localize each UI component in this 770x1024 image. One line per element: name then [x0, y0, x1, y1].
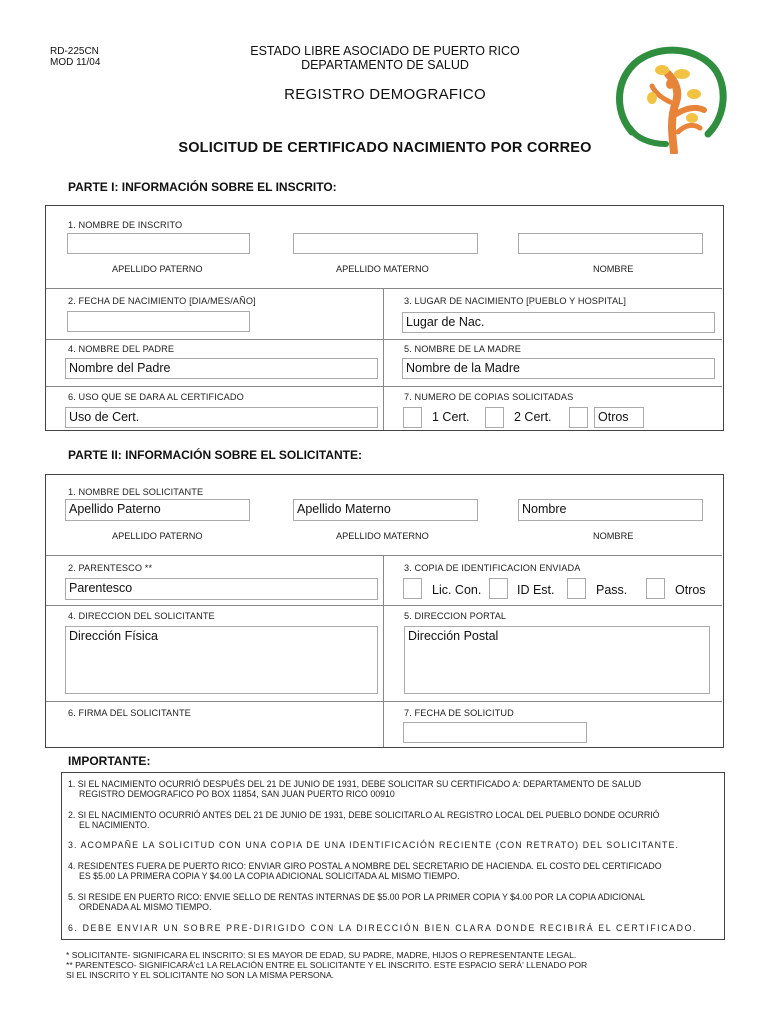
part2-heading: PARTE II: INFORMACIÓN SOBRE EL SOLICITANTE: [68, 448, 362, 462]
inscrito-nombre-sublabel: NOMBRE [593, 264, 634, 274]
id-passport-checkbox[interactable] [567, 578, 586, 599]
note-line: 5. SI RESIDE EN PUERTO RICO: ENVIE SELLO DE RENTAS INTERNAS DE $5.00 POR LA PRIMER COPIA Y $4.00 POR LA COPIA ADICIONAL [68, 892, 646, 902]
use-label: 6. USO QUE SE DARA AL CERTIFICADO [68, 392, 244, 402]
address-label: 4. DIRECCION DEL SOLICITANTE [68, 611, 215, 621]
divider [46, 605, 722, 606]
part2-panel [45, 474, 724, 748]
divider [46, 555, 722, 556]
id-passport-label: Pass. [596, 583, 628, 597]
note-line: REGISTRO DEMOGRAFICO PO BOX 11854, SAN JUAN PUERTO RICO 00910 [79, 789, 395, 799]
part1-panel [45, 205, 724, 431]
id-state-label: ID Est. [517, 583, 555, 597]
id-state-checkbox[interactable] [489, 578, 508, 599]
id-other-checkbox[interactable] [646, 578, 665, 599]
birth-place-input[interactable]: Lugar de Nac. [402, 312, 715, 333]
registry-name: REGISTRO DEMOGRAFICO [284, 86, 486, 103]
solicitante-paterno-sublabel: APELLIDO PATERNO [112, 531, 203, 541]
copies-1-label: 1 Cert. [432, 410, 470, 424]
form-code-number: RD-225CN [50, 46, 99, 57]
solicitante-materno-input[interactable]: Apellido Materno [293, 499, 478, 521]
solicitante-paterno-input[interactable]: Apellido Paterno [65, 499, 250, 521]
request-date-label: 7. FECHA DE SOLICITUD [404, 708, 514, 718]
note-line: ES $5.00 LA PRIMERA COPIA Y $4.00 LA COPIA ADICIONAL SOLICITADA AL MISMO TIEMPO. [79, 871, 460, 881]
copies-label: 7. NUMERO DE COPIAS SOLICITADAS [404, 392, 574, 402]
footnote-line: * SOLICITANTE- SIGNIFICARA EL INSCRITO: SI ES MAYOR DE EDAD, SU PADRE, MADRE, HIJOS O REPRESENTANTE LEGAL. [66, 950, 577, 960]
note-line: 4. RESIDENTES FUERA DE PUERTO RICO: ENVIAR GIRO POSTAL A NOMBRE DEL SECRETARIO DE HACIENDA. EL COSTO DEL CERTIFICADO [68, 861, 662, 871]
footnote-line: SI EL INSCRITO Y EL SOLICITANTE NO SON LA MISMA PERSONA. [66, 970, 335, 980]
request-date-input[interactable] [403, 722, 587, 743]
copies-other-input[interactable]: Otros [594, 407, 644, 428]
inscrito-materno-input[interactable] [293, 233, 478, 254]
address-input[interactable]: Dirección Física [65, 626, 378, 694]
health-department-logo-icon [612, 44, 728, 154]
relation-input[interactable]: Parentesco [65, 578, 378, 600]
solicitante-nombre-sublabel: NOMBRE [593, 531, 634, 541]
part1-heading: PARTE I: INFORMACIÓN SOBRE EL INSCRITO: [68, 180, 337, 194]
inscrito-paterno-sublabel: APELLIDO PATERNO [112, 264, 203, 274]
footnote-line: ** PARENTESCO- SIGNIFICARÁ'c1 LA RELACIÓN ENTRE EL SOLICITANTE Y EL INSCRITO. ESTE ESPACIO SERÁ' LLENADO POR [66, 960, 588, 970]
mother-input[interactable]: Nombre de la Madre [402, 358, 715, 379]
column-divider [383, 555, 384, 747]
divider [46, 701, 722, 702]
solicitante-name-label: 1. NOMBRE DEL SOLICITANTE [68, 487, 204, 497]
note-line: 3. ACOMPAÑE LA SOLICITUD CON UNA COPIA DE UNA IDENTIFICACIÓN RECIENTE (CON RETRATO) DEL SOLICITANTE. [68, 840, 680, 850]
postal-input[interactable]: Dirección Postal [404, 626, 710, 694]
divider [46, 288, 722, 289]
copies-2-checkbox[interactable] [485, 407, 504, 428]
agency-line-2: DEPARTAMENTO DE SALUD [301, 58, 469, 72]
father-input[interactable]: Nombre del Padre [65, 358, 378, 379]
mother-label: 5. NOMBRE DE LA MADRE [404, 344, 521, 354]
note-line: 1. SI EL NACIMIENTO OCURRIÓ DESPUÉS DEL 21 DE JUNIO DE 1931, DEBE SOLICITAR SU CERTIFICADO A: DEPARTAMENTO DE SALUD [68, 779, 642, 789]
divider [46, 386, 722, 387]
birth-place-label: 3. LUGAR DE NACIMIENTO [PUEBLO Y HOSPITAL] [404, 296, 627, 306]
solicitante-materno-sublabel: APELLIDO MATERNO [336, 531, 429, 541]
inscrito-name-label: 1. NOMBRE DE INSCRITO [68, 220, 183, 230]
copies-1-checkbox[interactable] [403, 407, 422, 428]
father-label: 4. NOMBRE DEL PADRE [68, 344, 175, 354]
page-title: SOLICITUD DE CERTIFICADO NACIMIENTO POR CORREO [178, 140, 592, 156]
form-mod: MOD 11/04 [50, 57, 101, 68]
note-line: 2. SI EL NACIMIENTO OCURRIÓ ANTES DEL 21 DE JUNIO DE 1931, DEBE SOLICITARLO AL REGISTRO LOCAL DEL PUEBLO DONDE OCURRIÓ [68, 810, 660, 820]
birth-date-input[interactable] [67, 311, 250, 332]
column-divider [383, 288, 384, 430]
postal-label: 5. DIRECCION PORTAL [404, 611, 507, 621]
signature-label: 6. FIRMA DEL SOLICITANTE [68, 708, 191, 718]
relation-label: 2. PARENTESCO ** [68, 563, 153, 573]
important-notes [61, 772, 725, 940]
birth-date-label: 2. FECHA DE NACIMIENTO [DIA/MES/AÑO] [68, 296, 256, 306]
inscrito-nombre-input[interactable] [518, 233, 703, 254]
inscrito-paterno-input[interactable] [67, 233, 250, 254]
note-line: ORDENADA AL MISMO TIEMPO. [79, 902, 212, 912]
copies-2-label: 2 Cert. [514, 410, 552, 424]
use-input[interactable]: Uso de Cert. [65, 407, 378, 428]
id-license-label: Lic. Con. [432, 583, 482, 597]
inscrito-materno-sublabel: APELLIDO MATERNO [336, 264, 429, 274]
note-line: EL NACIMIENTO. [79, 820, 150, 830]
id-other-label: Otros [675, 583, 706, 597]
note-line: 6. DEBE ENVIAR UN SOBRE PRE-DIRIGIDO CON LA DIRECCIÓN BIEN CLARA DONDE RECIBIRÁ EL CERTIFICADO. [68, 923, 698, 933]
agency-line-1: ESTADO LIBRE ASOCIADO DE PUERTO RICO [250, 44, 520, 58]
id-copy-label: 3. COPIA DE IDENTIFICACION ENVIADA [404, 563, 581, 573]
divider [46, 339, 722, 340]
copies-other-checkbox[interactable] [569, 407, 588, 428]
solicitante-nombre-input[interactable]: Nombre [518, 499, 703, 521]
id-license-checkbox[interactable] [403, 578, 422, 599]
important-heading: IMPORTANTE: [68, 754, 151, 768]
